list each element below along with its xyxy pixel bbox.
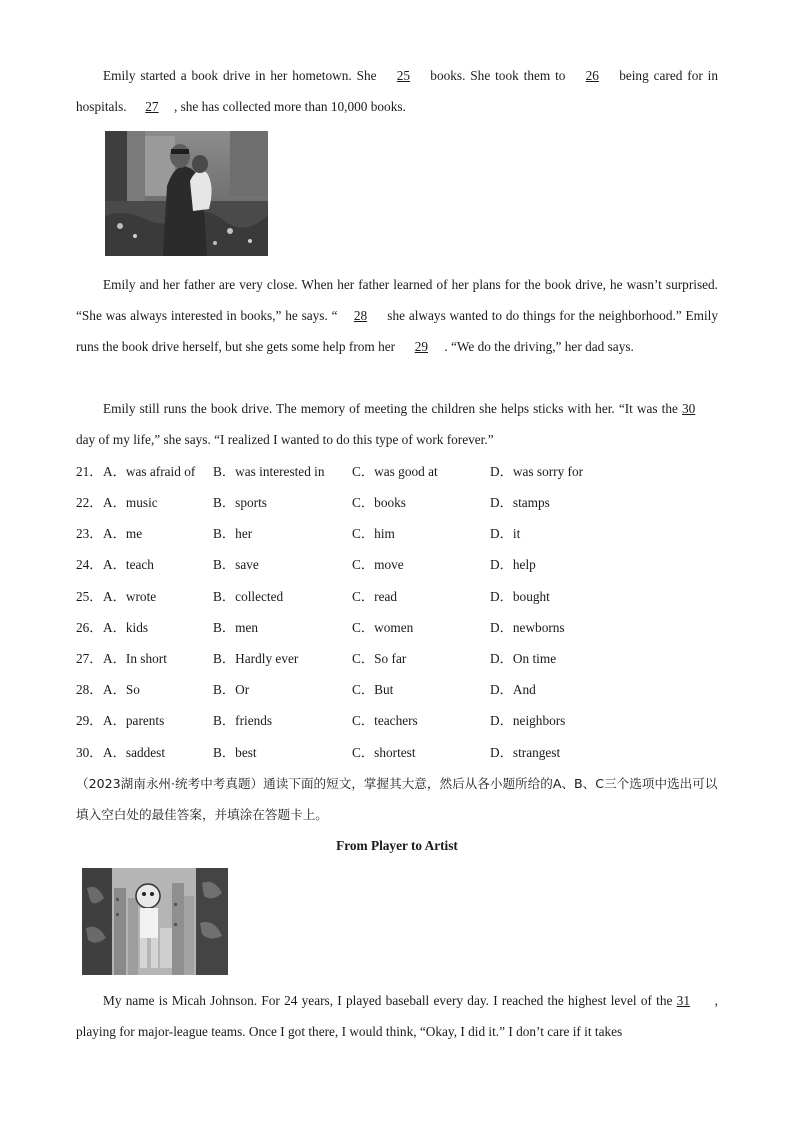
- blank-25: 25: [396, 68, 411, 83]
- passage-paragraph: Emily still runs the book drive. The memory of meeting the children she helps sticks with her. “It was the 30 day of my life,” she says. “I realized I wanted to do this type of work forever.”: [76, 393, 718, 455]
- option-a: A．parents: [103, 713, 165, 728]
- option-d: D．was sorry for: [490, 464, 584, 479]
- player-artist-photo: [82, 868, 228, 975]
- photo-image: [82, 868, 228, 975]
- option-d: D．On time: [490, 651, 557, 666]
- option-b: B．friends: [213, 713, 273, 728]
- blank-31: 31: [676, 993, 690, 1008]
- option-a: A．wrote: [103, 589, 157, 604]
- passage-paragraph: Emily and her father are very close. When her father learned of her plans for the book drive, he wasn’t surprised. “She was always interested in books,” he says. “ 28 she always wanted to do things for the neighborhood.” Emily runs the book drive herself, but she gets some help from her 29 . “We do the driving,” her dad says.: [76, 269, 718, 362]
- option-a: A．was afraid of: [103, 464, 196, 479]
- question-30: 30． A．saddest B．best C．shortest D．strangest: [76, 737, 736, 768]
- option-c: C．women: [352, 620, 414, 635]
- option-a: A．saddest: [103, 745, 166, 760]
- option-c: C．books: [352, 495, 406, 510]
- blank-26: 26: [585, 68, 599, 83]
- question-24: 24． A．teach B．save C．move D．help: [76, 549, 736, 580]
- passage-title: From Player to Artist: [336, 838, 458, 853]
- option-d: D．it: [490, 526, 521, 541]
- option-a: A．music: [103, 495, 158, 510]
- question-25: 25． A．wrote B．collected C．read D．bought: [76, 581, 736, 612]
- question-21: 21． A．was afraid of B．was interested in C．was good at D．was sorry for: [76, 456, 736, 487]
- option-b: B．best: [213, 745, 257, 760]
- option-d: D．newborns: [490, 620, 565, 635]
- option-b: B．Or: [213, 682, 250, 697]
- option-a: A．In short: [103, 651, 167, 666]
- father-daughter-photo: [105, 131, 268, 256]
- section-instruction: （2023湖南永州·统考中考真题）通读下面的短文，掌握其大意，然后从各小题所给的A、B、C三个选项中选出可以填入空白处的最佳答案，并填涂在答题卡上。: [76, 776, 718, 822]
- option-b: B．collected: [213, 589, 284, 604]
- option-c: C．move: [352, 557, 404, 572]
- option-c: C．read: [352, 589, 398, 604]
- passage-paragraph: My name is Micah Johnson. For 24 years, I played baseball every day. I reached the highest level of the 31 , playing for major-league teams. Once I got there, I would think, “Okay, I did it.” I don’t care if it takes: [76, 985, 718, 1047]
- question-23: 23． A．me B．her C．him D．it: [76, 518, 736, 549]
- option-d: D．stamps: [490, 495, 550, 510]
- question-26: 26． A．kids B．men C．women D．newborns: [76, 612, 736, 643]
- option-a: A．So: [103, 682, 140, 697]
- option-d: D．bought: [490, 589, 550, 604]
- option-c: C．was good at: [352, 464, 438, 479]
- option-a: A．kids: [103, 620, 149, 635]
- option-a: A．teach: [103, 557, 154, 572]
- option-b: B．was interested in: [213, 464, 325, 479]
- question-29: 29． A．parents B．friends C．teachers D．neighbors: [76, 705, 736, 736]
- option-a: A．me: [103, 526, 143, 541]
- passage-paragraph: Emily started a book drive in her hometown. She 25 books. She took them to 26 being cared for in hospitals. 27 , she has collected more than 10,000 books.: [76, 60, 718, 122]
- option-b: B．Hardly ever: [213, 651, 299, 666]
- question-22: 22． A．music B．sports C．books D．stamps: [76, 487, 736, 518]
- option-d: D．neighbors: [490, 713, 566, 728]
- option-d: D．help: [490, 557, 536, 572]
- option-c: C．But: [352, 682, 394, 697]
- blank-27: 27: [145, 99, 159, 114]
- option-c: C．teachers: [352, 713, 418, 728]
- photo-image: [105, 131, 268, 256]
- option-d: D．And: [490, 682, 536, 697]
- blank-28: 28: [353, 308, 368, 323]
- option-c: C．him: [352, 526, 395, 541]
- option-d: D．strangest: [490, 745, 561, 760]
- option-b: B．sports: [213, 495, 267, 510]
- question-28: 28． A．So B．Or C．But D．And: [76, 674, 736, 705]
- question-27: 27． A．In short B．Hardly ever C．So far D．On time: [76, 643, 736, 674]
- blank-29: 29: [414, 339, 429, 354]
- option-c: C．shortest: [352, 745, 416, 760]
- option-b: B．save: [213, 557, 259, 572]
- option-b: B．men: [213, 620, 259, 635]
- option-b: B．her: [213, 526, 253, 541]
- blank-30: 30: [682, 401, 696, 416]
- option-c: C．So far: [352, 651, 407, 666]
